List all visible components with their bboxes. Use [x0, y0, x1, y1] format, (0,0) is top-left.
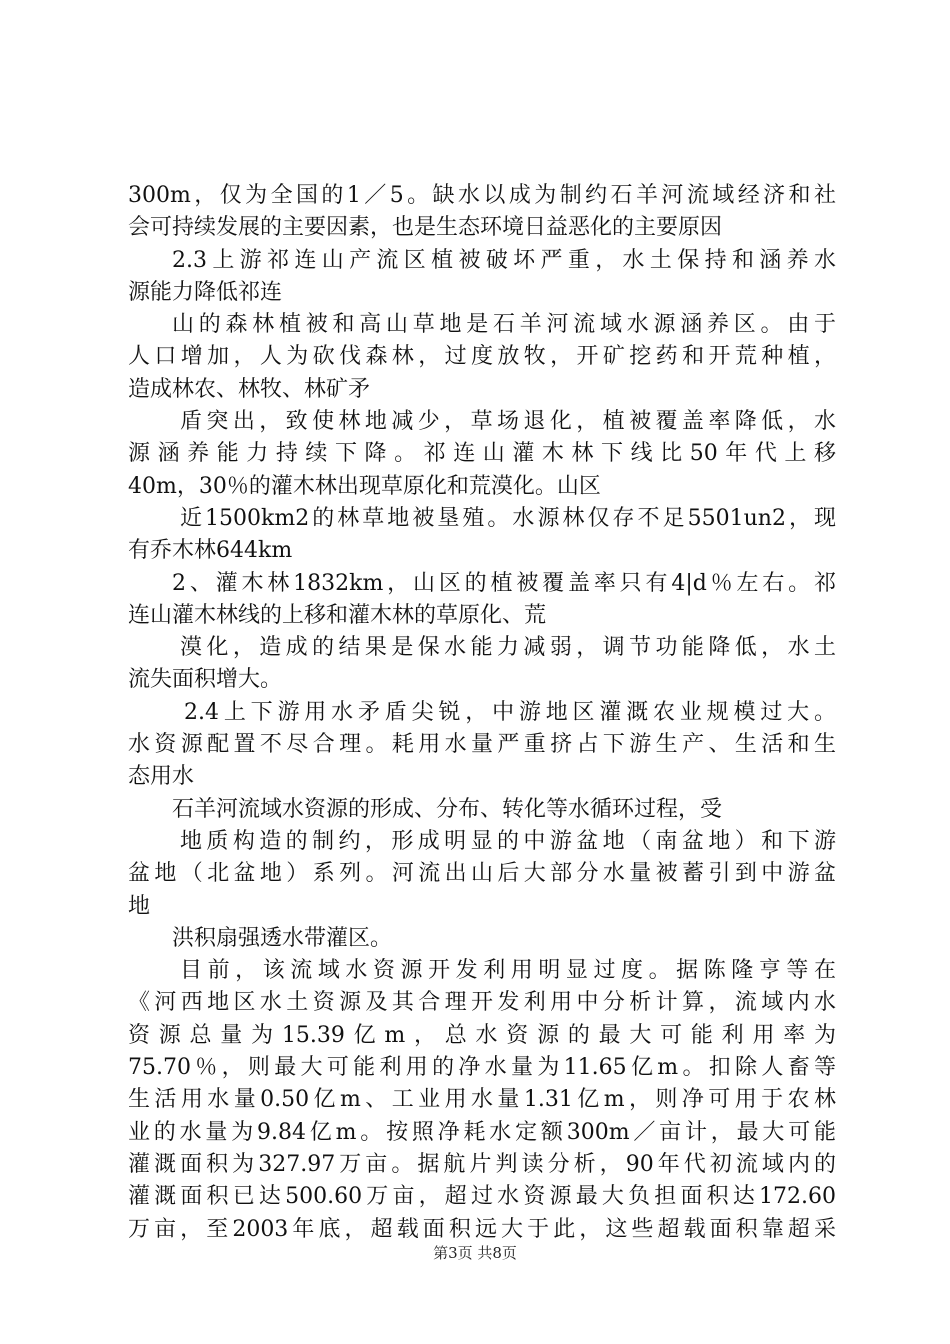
- text-line: 目前，该流域水资源开发利用明显过度。据陈隆亨等在: [180, 958, 836, 984]
- text-line: 地: [128, 893, 151, 919]
- text-line: 资源总量为15.39亿m，总水资源的最大可能利用率为: [128, 1022, 836, 1048]
- page-footer: 第3页 共8页: [433, 1244, 517, 1262]
- text-line: 山的森林植被和高山草地是石羊河流域水源涵养区。由于: [172, 312, 836, 338]
- text-line: 流失面积增大。: [128, 667, 283, 693]
- section-heading-line: 水资源配置不尽合理。耗用水量严重挤占下游生产、生活和生: [128, 732, 836, 758]
- text-line: 石羊河流域水资源的形成、分布、转化等水循环过程，受: [172, 796, 723, 822]
- text-line: 《河西地区水土资源及其合理开发利用中分析计算，流域内水: [128, 990, 836, 1016]
- text-line: 漠化，造成的结果是保水能力减弱，调节功能降低，水土: [180, 635, 836, 661]
- text-line: 近1500km2的林草地被垦殖。水源林仅存不足5501un2，现: [180, 505, 836, 531]
- section-heading-line: 源能力降低祁连: [128, 279, 283, 305]
- text-line: 造成林农、林牧、林矿矛: [128, 376, 371, 402]
- text-line: 生活用水量0.50亿m、工业用水量1.31亿m，则净可用于农林: [128, 1087, 836, 1113]
- text-line: 灌溉面积已达500.60万亩，超过水资源最大负担面积达172.60: [128, 1184, 836, 1210]
- section-heading-line: 2.3上游祁连山产流区植被破坏严重，水土保持和涵养水: [172, 247, 836, 273]
- text-line: 连山灌木林线的上移和灌木林的草原化、荒: [128, 602, 547, 628]
- text-line: 75.70％，则最大可能利用的净水量为11.65亿m。扣除人畜等: [128, 1055, 836, 1081]
- section-heading-line: 态用水: [128, 764, 195, 790]
- text-line: 有乔木林644km: [128, 538, 293, 564]
- text-line: 洪积扇强透水带灌区。: [172, 925, 393, 951]
- text-line: 盾突出，致使林地减少，草场退化，植被覆盖率降低，水: [180, 409, 836, 435]
- text-line: 300m，仅为全国的1／5。缺水以成为制约石羊河流域经济和社: [128, 183, 836, 208]
- text-line: 源涵养能力持续下降。祁连山灌木林下线比50年代上移: [128, 441, 836, 467]
- text-line: 业的水量为9.84亿m。按照净耗水定额300m／亩计，最大可能: [128, 1119, 836, 1145]
- text-line: 盆地（北盆地）系列。河流出山后大部分水量被蓄引到中游盆: [128, 861, 836, 887]
- text-line: 地质构造的制约，形成明显的中游盆地（南盆地）和下游: [180, 828, 836, 854]
- text-line: 灌溉面积为327.97万亩。据航片判读分析，90年代初流域内的: [128, 1151, 836, 1177]
- text-line: 万亩，至2003年底，超载面积远大于此，这些超载面积靠超采: [128, 1216, 836, 1242]
- text-line: 人口增加，人为砍伐森林，过度放牧，开矿挖药和开荒种植，: [128, 344, 836, 370]
- document-body: [128, 180, 836, 1246]
- text-line: 2、灌木林1832km，山区的植被覆盖率只有4|d％左右。祁: [172, 570, 836, 596]
- text-line: 会可持续发展的主要因素，也是生态环境日益恶化的主要原因: [128, 215, 723, 241]
- text-line: 40m，30％的灌木林出现草原化和荒漠化。山区: [128, 473, 601, 499]
- section-heading-line: 2.4上下游用水矛盾尖锐，中游地区灌溉农业规模过大。: [184, 699, 836, 725]
